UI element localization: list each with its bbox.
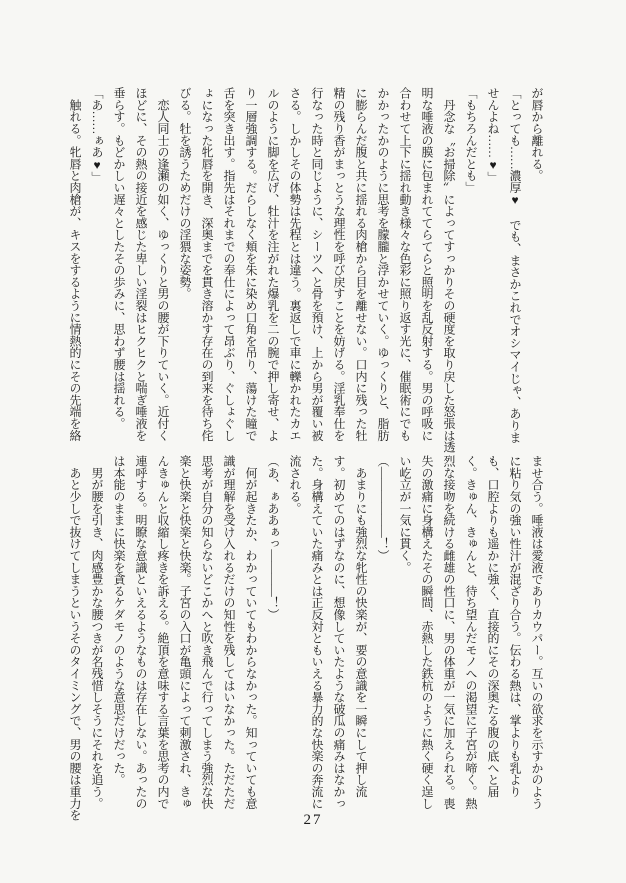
text-line: 精の残り香がまっとうな理性を呼び戻すことを妨げる。淫乳奉仕を [332,87,346,442]
text-line: せんよね……♥」 [486,87,500,184]
text-line: 烈な接吻を続ける雌雄の性口に、男の体重が一気に加えられる。喪 [442,455,456,810]
text-line: あまりにも強烈な牝性の快楽が、要の意識を一瞬にして押し流 [354,455,368,798]
text-line: 流される。 [288,455,302,515]
text-line: に膨らんだ腹と共に揺れる肉槍から目を離せない。口内に残った牡 [354,87,368,442]
text-line: 識が理解を受け入れるだけの知性を残してはいなかった。ただただ [222,455,236,810]
text-line: ょになった牝唇を開き、深奥までを貫き溶かす存在の到来を待ち侘 [200,87,214,442]
text-line: 触れる。牝唇と肉槍が、キスをするように情熱的にその先端を絡 [68,87,82,442]
text-block-top [64,87,548,453]
text-line: 「あ……ぁあ♥」 [90,87,104,184]
text-line: い屹立が一気に貫く。 [398,455,412,574]
text-line: す。初めてのはずなのに、想像していたような破瓜の痛みはなかっ [332,455,346,810]
text-line: 何が起きたか、わかっていてもわからなかった。知っていても意 [244,455,258,810]
text-line: り一層強調する。だらしなく頬を朱に染め口角を吊り、蕩けた瞳で [244,87,258,442]
text-line: ルのように脚を広げ、牡汁を注がれた爆乳を二の腕で押し寄せ、よ [266,87,280,442]
text-line: 垂らす。もどかしい遅々としたその歩みに、思わず腰は揺れる。 [112,87,126,430]
text-line: た。身構えていた痛みとは正反対ともいえる暴力的な快楽の奔流に [310,455,324,810]
text-line: びる。牡を誘うためだけの淫猥な姿勢。 [178,87,192,300]
text-line: 失の激痛に身構えたその瞬間、赤熱した鉄杭のように熱く硬く逞し [420,455,434,809]
text-line: も、口腔よりも遥かに強く、直接的にその深奥たる腹の底へと届 [486,455,500,798]
text-line: んきゅんと収縮し疼きを訴える。絶頂を意味する言葉を思考の内で [156,455,170,810]
text-line: 合わせて上下に揺れ動き様々な色彩に照り返す光に、催眠術にでも [398,87,412,442]
text-line: が唇から離れる。 [530,87,544,182]
text-line: く。きゅん、きゅんと、待ち望んだモノへの渇望に子宮が啼く。熱 [464,455,478,810]
text-line: 思考が自分の知らないどこかへと吹き飛んで行ってしまう強烈な快 [200,455,214,810]
text-line: （――――――！） [376,455,390,562]
text-line: 「もちろんだとも」 [464,87,478,194]
text-line: かかったかのように思考を朦朧と浮かせていく。ゆっくりと、脂肪 [376,87,390,442]
text-line: 連呼する。明瞭な意識といえるようなものは存在しない。あったの [134,455,148,810]
text-line: は本能のままに快楽を貪るケダモノのような意思だけだった。 [112,455,126,786]
text-line: 恋人同士の逢瀬の如く、ゆっくりと男の腰が下りていく。近付く [156,87,170,442]
text-line: 楽と快楽と快楽と快楽。子宮の入口が亀頭によって刺激され、きゅ [178,455,192,810]
text-line: 男が腰を引き、肉感豊かな腰つきが名残惜しそうにそれを追う。 [90,455,104,810]
text-line: （あ、ぁああぁっ――――！） [266,455,280,621]
text-line: 明な唾液の膜に包まれててらてらと照明を乱反射する。男の呼吸に [420,87,434,442]
text-line: さる。しかしその体勢は先程とは違う。裏返しで車に轢かれたカエ [288,87,302,442]
page-number: 27 [303,812,323,828]
text-line: に粘り気の強い性汁が混ざり合う。伝わる熱は、掌よりも乳より [508,455,522,798]
text-line: 行なった時と同じように、シーツへと骨を預け、上から男が覆い被 [310,87,324,442]
text-line: 「とっても……濃厚♥ でも、まさかこれでオシマイじゃ、ありま [508,87,522,444]
text-line: 丹念な〝お掃除〟によってすっかりその硬度を取り戻した怒張は透 [442,87,456,453]
text-line: あと少しで抜けてしまうというそのタイミングで、男の腰は重力を [68,455,82,821]
text-line: ほどに、その熱の接近を感じた卑しい淫裂はヒクヒクと喘ぎ唾液を [134,87,148,442]
text-line: ませ合う。唾液は愛液でありカウパー。互いの欲求を示すかのよう [530,455,544,810]
text-line: 舌を突き出す。指先はそれまでの奉仕によって昂ぶり、ぐしょぐし [222,87,236,442]
